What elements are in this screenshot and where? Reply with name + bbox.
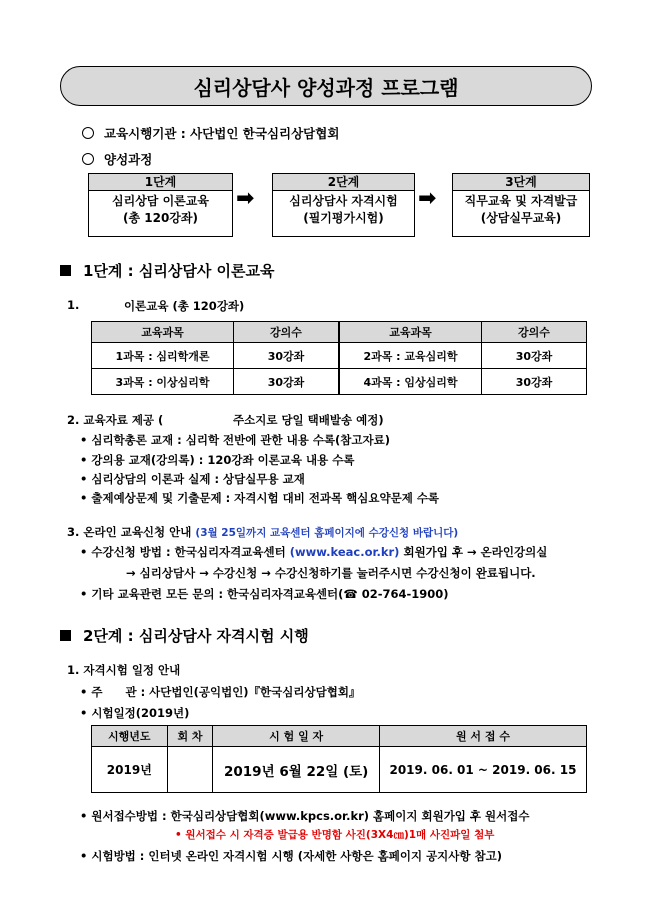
table-cell <box>167 747 213 793</box>
table-header: 시 험 일 자 <box>213 726 379 747</box>
table-cell: 30강좌 <box>234 369 339 395</box>
host-line: • 주 관 : 사단법인(공익법인)『한국심리상담협회』 <box>80 685 361 699</box>
table-cell: 3과목 : 이상심리학 <box>92 369 234 395</box>
square-bullet-icon <box>60 630 71 641</box>
course-line <box>82 150 152 168</box>
step-line2: (상담실무교육) <box>480 211 562 225</box>
apply-method-line: • 원서접수방법 : 한국심리상담협회(www.kpcs.or.kr) 홈페이지 회원가입 후 원서접수 <box>80 809 530 823</box>
section1-title: 1단계 : 심리상담사 이론교육 <box>83 262 275 280</box>
item2-note: 주소지로 당일 택배발송 예정) <box>233 413 384 427</box>
apply-note: • 원서접수 시 자격증 발급용 반명함 사진(3X4㎝)1매 사진파일 첨부 <box>175 829 495 841</box>
item2-label: 2. 교육자료 제공 ( <box>67 413 164 427</box>
circle-bullet-icon <box>82 153 94 165</box>
list-item: → 심리상담사 → 수강신청 → 수강신청하기를 눌러주시면 수강신청이 완료됩니다. <box>126 566 536 580</box>
table-cell: 30강좌 <box>234 343 339 369</box>
table-row <box>92 343 587 369</box>
apply-method-tail: 회원가입 후 → 온라인강의실 <box>399 545 548 559</box>
course-text: 양성과정 <box>104 152 153 167</box>
table-cell: 1과목 : 심리학개론 <box>92 343 234 369</box>
list-item: • 출제예상문제 및 기출문제 : 자격시험 대비 전과목 핵심요약문제 수록 <box>80 491 440 505</box>
step-line1: 심리상담 이론교육 <box>112 194 209 208</box>
org-line <box>82 124 339 142</box>
item3-label: 3. 온라인 교육신청 안내 <box>67 525 192 539</box>
exam-item1: 1. 자격시험 일정 안내 <box>67 663 181 677</box>
step-line2: (필기평가시험) <box>303 211 384 225</box>
course-table <box>91 321 587 395</box>
table-header: 교육과목 <box>92 322 234 343</box>
step-head: 3단계 <box>453 174 589 191</box>
keac-link[interactable]: (www.keac.or.kr) <box>289 545 400 559</box>
table-cell: 4과목 : 임상심리학 <box>339 369 482 395</box>
step-box-3 <box>452 173 590 237</box>
step-line2: (총 120강좌) <box>123 211 198 225</box>
list-item: • 심리학총론 교재 : 심리학 전반에 관한 내용 수록(참고자료) <box>80 433 390 447</box>
table-row <box>92 747 587 793</box>
apply-method-label: • 수강신청 방법 : 한국심리자격교육센터 <box>80 545 290 559</box>
item3-line <box>67 524 458 540</box>
step-box-2 <box>272 173 415 237</box>
section2-title: 2단계 : 심리상담사 자격시험 시행 <box>83 627 309 645</box>
exam-table <box>91 725 587 793</box>
arrow-right-icon: ➡ <box>418 186 437 211</box>
section2-heading <box>60 625 309 646</box>
page-title: 심리상담사 양성과정 프로그램 <box>60 66 592 106</box>
circle-bullet-icon <box>82 127 94 139</box>
step-head: 1단계 <box>89 174 232 191</box>
table-cell: 30강좌 <box>481 369 586 395</box>
list-item: • 기타 교육관련 모든 문의 : 한국심리자격교육센터(☎ 02-764-1900) <box>80 587 449 601</box>
item1-text: 이론교육 (총 120강좌) <box>124 299 245 313</box>
method-line: • 시험방법 : 인터넷 온라인 자격시험 시행 (자세한 사항은 홈페이지 공지사항 참고) <box>80 849 502 863</box>
item1-number: 1. <box>67 298 80 312</box>
step-head: 2단계 <box>273 174 414 191</box>
section1-heading <box>60 260 275 281</box>
table-header: 시행년도 <box>92 726 168 747</box>
schedule-line: • 시험일정(2019년) <box>80 706 190 720</box>
step-line1: 직무교육 및 자격발급 <box>464 194 578 208</box>
apply-period: 2019. 06. 01 ~ 2019. 06. 15 <box>379 747 586 793</box>
table-header: 강의수 <box>481 322 586 343</box>
arrow-right-icon: ➡ <box>236 186 255 211</box>
table-header: 회 차 <box>167 726 213 747</box>
table-cell: 2019년 <box>92 747 168 793</box>
list-item <box>80 544 547 560</box>
table-header: 강의수 <box>234 322 339 343</box>
item3-note: (3월 25일까지 교육센터 홈페이지에 수강신청 바랍니다) <box>195 527 459 539</box>
square-bullet-icon <box>60 265 71 276</box>
step-box-1 <box>88 173 233 237</box>
org-text: 교육시행기관 : 사단법인 한국심리상담협회 <box>104 126 340 141</box>
table-cell: 2과목 : 교육심리학 <box>339 343 482 369</box>
table-cell: 30강좌 <box>481 343 586 369</box>
list-item: • 심리상담의 이론과 실제 : 상담실무용 교재 <box>80 472 305 486</box>
table-row <box>92 369 587 395</box>
list-item: • 강의용 교재(강의록) : 120강좌 이론교육 내용 수록 <box>80 453 355 467</box>
step-line1: 심리상담사 자격시험 <box>289 194 398 208</box>
table-header: 원 서 접 수 <box>379 726 586 747</box>
table-header: 교육과목 <box>339 322 482 343</box>
exam-date: 2019년 6월 22일 (토) <box>213 747 379 793</box>
